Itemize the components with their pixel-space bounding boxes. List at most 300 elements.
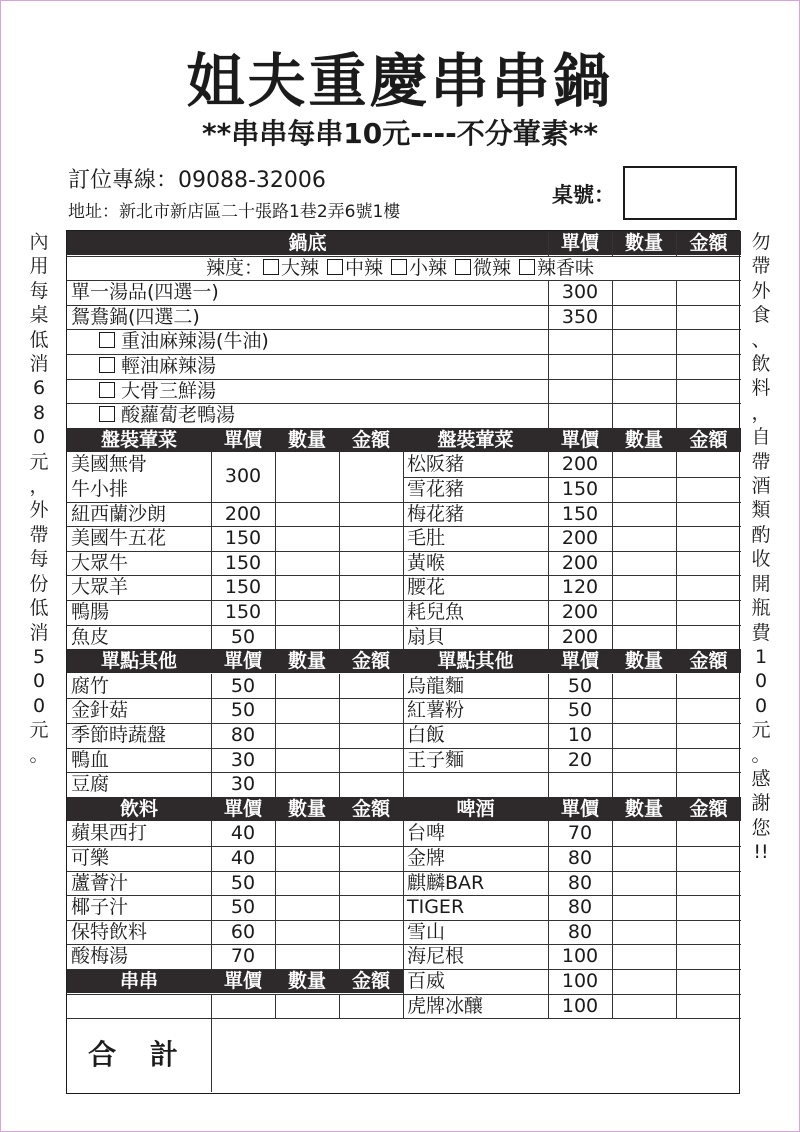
drink-item-price: 40 <box>230 822 256 845</box>
amount-cell[interactable] <box>339 748 403 773</box>
amount-cell[interactable] <box>339 723 403 748</box>
single-item-price: 50 <box>567 699 593 722</box>
quantity-cell[interactable] <box>612 600 676 625</box>
soup-item-price: 300 <box>561 281 599 304</box>
amount-cell[interactable] <box>676 575 741 600</box>
meat-item-price: 150 <box>561 478 599 500</box>
spice-option-label: 大辣 <box>280 256 319 279</box>
amount-cell[interactable] <box>339 502 403 527</box>
header-price: 單價 <box>548 231 612 255</box>
column-divider <box>211 674 212 797</box>
right-note-char: 外 <box>751 279 771 302</box>
row-divider <box>67 871 741 872</box>
header-qty: 數量 <box>612 231 676 255</box>
right-note-char: 酌 <box>751 523 771 546</box>
beer-item-price: 100 <box>561 945 599 968</box>
meat-item-price: 200 <box>561 453 599 476</box>
quantity-cell[interactable] <box>612 944 676 969</box>
quantity-cell[interactable] <box>612 846 676 871</box>
amount-cell[interactable] <box>676 944 741 969</box>
column-divider <box>612 280 613 428</box>
row-divider <box>67 329 741 330</box>
column-divider <box>548 674 549 797</box>
meat-item-price: 300 <box>224 465 262 488</box>
drink-item-name: 保特飲料 <box>71 920 148 943</box>
column-divider <box>548 280 549 428</box>
left-note-char: 6 <box>32 377 46 400</box>
meat-item-name: 毛肚 <box>407 527 446 550</box>
meat-item-name: 大眾羊 <box>71 576 129 599</box>
table-number-box[interactable] <box>623 166 737 220</box>
header-qty: 數量 <box>612 797 676 821</box>
row-divider <box>67 379 741 380</box>
right-note-char: 、 <box>751 328 771 351</box>
left-note-char: 元 <box>29 450 49 473</box>
quantity-cell[interactable] <box>275 895 339 920</box>
amount-cell[interactable] <box>339 600 403 625</box>
amount-cell[interactable] <box>339 895 403 920</box>
beer-item-price: 100 <box>561 994 599 1017</box>
meat-item-name: 梅花豬 <box>407 502 465 525</box>
header-price: 單價 <box>548 428 612 452</box>
single-item-price: 50 <box>230 699 256 722</box>
checkbox-icon[interactable] <box>327 259 343 275</box>
quantity-cell[interactable] <box>612 994 676 1019</box>
spice-option[interactable] <box>263 257 319 279</box>
row-divider <box>67 748 741 749</box>
right-note-char: 酒 <box>751 475 771 498</box>
beer-item-name: 虎牌冰釀 <box>407 994 484 1017</box>
row-divider <box>67 526 741 527</box>
meat-item-price: 50 <box>230 625 256 648</box>
right-note-char: 您 <box>751 816 771 839</box>
skewer-count-cell[interactable] <box>67 994 211 1019</box>
left-note-char: 低 <box>29 597 49 620</box>
column-divider <box>275 452 276 649</box>
quantity-cell[interactable] <box>275 920 339 945</box>
column-divider <box>339 452 340 649</box>
beer-item-name: 海尼根 <box>407 945 465 968</box>
header-soup-base: 鍋底 <box>67 231 548 255</box>
quantity-cell[interactable] <box>612 772 676 797</box>
broth-option-label: 大骨三鮮湯 <box>121 379 217 402</box>
column-divider <box>548 452 549 649</box>
row-divider <box>67 305 741 306</box>
header-amount: 金額 <box>676 797 741 821</box>
quantity-cell[interactable] <box>612 723 676 748</box>
row-divider <box>67 551 741 552</box>
spice-option-label: 微辣 <box>473 256 512 279</box>
amount-cell[interactable] <box>676 600 741 625</box>
checkbox-icon[interactable] <box>99 332 115 348</box>
right-note-char: 帶 <box>751 450 771 473</box>
meat-item-name: 耗兒魚 <box>407 601 465 623</box>
left-note-char: 內 <box>29 231 49 253</box>
column-divider <box>403 821 404 1018</box>
quantity-cell[interactable] <box>612 551 676 576</box>
skewer-price-cell[interactable] <box>211 994 275 1019</box>
broth-option[interactable] <box>95 329 548 354</box>
left-note-char: 0 <box>32 694 46 717</box>
drink-item-price: 70 <box>230 945 256 968</box>
spice-level-row <box>67 256 741 281</box>
spice-option[interactable] <box>391 257 447 279</box>
single-item-price: 10 <box>567 724 593 746</box>
quantity-cell[interactable] <box>275 772 339 797</box>
column-divider <box>403 452 404 649</box>
single-item-name: 鴨血 <box>71 748 110 771</box>
quantity-cell[interactable] <box>275 674 339 699</box>
skewer-price-note: **串串每串10元----不分葷素** <box>201 117 599 150</box>
column-divider <box>339 994 340 1019</box>
right-note-char: 元 <box>751 719 771 742</box>
quantity-cell[interactable] <box>275 600 339 625</box>
column-divider <box>211 821 212 969</box>
left-note-char: 消 <box>29 353 49 376</box>
checkbox-icon[interactable] <box>455 259 471 275</box>
column-divider <box>275 821 276 969</box>
restaurant-title: 姐夫重慶串串鍋 <box>186 47 614 115</box>
column-divider <box>676 674 677 797</box>
row-divider <box>67 280 741 281</box>
row-divider <box>67 944 741 945</box>
quantity-cell[interactable] <box>612 502 676 527</box>
left-note-char: 消 <box>29 621 49 644</box>
quantity-cell[interactable] <box>275 526 339 551</box>
amount-cell[interactable] <box>339 920 403 945</box>
amount-cell[interactable] <box>676 674 741 699</box>
column-divider <box>676 821 677 1018</box>
header-skewers: 串串 <box>67 969 211 993</box>
drink-item-name: 蘆薈汁 <box>71 871 129 894</box>
amount-cell[interactable] <box>339 846 403 871</box>
beer-item-price: 80 <box>567 920 593 943</box>
single-item-price: 20 <box>567 748 593 771</box>
right-note-char: 謝 <box>751 792 771 815</box>
broth-option-label: 輕油麻辣湯 <box>121 355 217 377</box>
quantity-cell[interactable] <box>612 969 676 994</box>
header-price: 單價 <box>211 428 275 452</box>
amount-cell[interactable] <box>676 625 741 650</box>
amount-cell[interactable] <box>676 920 741 945</box>
amount-cell[interactable] <box>339 674 403 699</box>
broth-option[interactable] <box>95 403 548 428</box>
quantity-cell[interactable] <box>275 723 339 748</box>
spice-option[interactable] <box>519 257 594 279</box>
quantity-cell[interactable] <box>275 871 339 896</box>
spice-option[interactable] <box>327 257 383 279</box>
quantity-cell[interactable] <box>275 452 339 477</box>
right-note-char: 感 <box>751 767 771 790</box>
quantity-cell[interactable] <box>612 477 676 502</box>
column-divider <box>612 231 613 256</box>
meat-item-price: 150 <box>224 527 262 550</box>
column-divider <box>612 821 613 1018</box>
amount-cell[interactable] <box>339 871 403 896</box>
meat-item-price: 150 <box>224 576 262 599</box>
amount-cell[interactable] <box>676 477 741 502</box>
column-divider <box>403 674 404 797</box>
row-divider <box>67 994 403 995</box>
meat-item-name: 美國牛五花 <box>71 527 167 550</box>
left-note-char: 用 <box>29 255 49 278</box>
right-note-char: 食 <box>751 304 771 327</box>
amount-cell[interactable] <box>676 452 741 477</box>
column-divider <box>339 821 340 969</box>
amount-cell[interactable] <box>676 895 741 920</box>
quantity-cell[interactable] <box>612 821 676 846</box>
drink-item-price: 50 <box>230 871 256 894</box>
spice-option-label: 小辣 <box>409 256 448 279</box>
single-item-name: 腐竹 <box>71 674 110 697</box>
row-divider <box>67 846 741 847</box>
header-amount: 金額 <box>339 649 403 673</box>
meat-item-price: 200 <box>561 527 599 550</box>
quantity-cell[interactable] <box>612 305 676 330</box>
amount-cell[interactable] <box>339 772 403 797</box>
header-beer: 啤酒 <box>403 797 548 821</box>
right-note-char: 收 <box>751 548 771 571</box>
single-item-name <box>403 772 548 797</box>
meat-item-price: 150 <box>561 502 599 525</box>
side-note-left <box>26 230 52 767</box>
row-divider <box>67 723 741 724</box>
right-note-char: 勿 <box>751 231 771 253</box>
left-note-char: 0 <box>32 670 46 693</box>
column-divider <box>676 452 677 649</box>
beer-item-price: 80 <box>567 896 593 919</box>
quantity-cell[interactable] <box>612 674 676 699</box>
beer-item-name: 台啤 <box>407 822 446 845</box>
amount-cell[interactable] <box>676 698 741 723</box>
beer-item-price: 80 <box>567 871 593 894</box>
amount-cell[interactable] <box>676 969 741 994</box>
total-label: 合 計 <box>88 1038 190 1072</box>
header-price: 單價 <box>211 649 275 673</box>
left-note-char: 帶 <box>29 523 49 546</box>
header-single-right: 單點其他 <box>403 649 548 673</box>
amount-cell[interactable] <box>339 452 403 477</box>
amount-cell[interactable] <box>339 698 403 723</box>
column-divider <box>676 231 677 256</box>
single-item-name: 豆腐 <box>71 773 110 796</box>
checkbox-icon[interactable] <box>263 259 279 275</box>
meat-item-price: 150 <box>224 551 262 574</box>
quantity-cell[interactable] <box>612 575 676 600</box>
meat-item-name: 紐西蘭沙朗 <box>71 502 167 525</box>
drink-item-name: 酸梅湯 <box>71 945 129 968</box>
amount-cell[interactable] <box>339 944 403 969</box>
header-qty: 數量 <box>612 649 676 673</box>
left-note-char: 。 <box>29 743 49 766</box>
single-item-name: 王子麵 <box>407 748 465 771</box>
quantity-cell[interactable] <box>612 452 676 477</box>
amount-cell[interactable] <box>339 821 403 846</box>
spice-level-label: 辣度： <box>205 256 263 279</box>
meat-item-name: 鴨腸 <box>71 601 110 623</box>
broth-option-label: 重油麻辣湯(牛油) <box>121 330 269 353</box>
spice-option[interactable] <box>455 257 511 279</box>
row-divider <box>67 256 741 257</box>
header-qty: 數量 <box>275 428 339 452</box>
amount-cell[interactable] <box>339 625 403 650</box>
header-single-left: 單點其他 <box>67 649 211 673</box>
quantity-cell[interactable] <box>612 280 676 305</box>
column-divider <box>612 674 613 797</box>
quantity-cell[interactable] <box>275 748 339 773</box>
amount-cell[interactable] <box>676 551 741 576</box>
column-divider <box>548 231 549 256</box>
beer-item-price: 100 <box>561 970 599 992</box>
header-amount: 金額 <box>676 231 741 255</box>
row-divider <box>67 403 741 404</box>
drink-item-name: 椰子汁 <box>71 896 129 919</box>
quantity-cell[interactable] <box>612 895 676 920</box>
checkbox-icon[interactable] <box>99 382 115 398</box>
right-note-char: 。 <box>751 743 771 766</box>
spice-option-label: 中辣 <box>344 256 383 279</box>
right-note-char: 1 <box>754 645 768 668</box>
column-divider <box>339 674 340 797</box>
amount-cell[interactable] <box>676 748 741 773</box>
row-divider <box>67 920 741 921</box>
quantity-cell[interactable] <box>612 920 676 945</box>
meat-item-name: 魚皮 <box>71 625 110 648</box>
header-amount: 金額 <box>676 428 741 452</box>
meat-item-price: 200 <box>561 551 599 574</box>
right-note-char: 自 <box>751 426 771 449</box>
row-divider <box>67 969 741 970</box>
checkbox-icon[interactable] <box>99 357 115 373</box>
amount-cell[interactable] <box>676 305 741 330</box>
quantity-cell[interactable] <box>275 944 339 969</box>
quantity-cell[interactable] <box>275 698 339 723</box>
meat-item-price: 200 <box>224 502 262 525</box>
header-meat-right: 盤裝葷菜 <box>403 428 548 452</box>
left-note-char: 5 <box>32 645 46 668</box>
header-amount: 金額 <box>339 428 403 452</box>
amount-cell[interactable] <box>339 551 403 576</box>
meat-item-name: 松阪豬 <box>407 453 465 476</box>
right-note-char: 開 <box>751 572 771 595</box>
quantity-cell[interactable] <box>612 748 676 773</box>
checkbox-icon[interactable] <box>99 406 115 422</box>
row-divider <box>67 354 741 355</box>
row-divider <box>67 698 741 699</box>
meat-item-name: 雪花豬 <box>407 478 465 500</box>
single-item-price: 50 <box>567 674 593 697</box>
beer-item-name: 麒麟BAR <box>407 871 485 894</box>
quantity-cell[interactable] <box>612 698 676 723</box>
meat-item-name: 美國無骨 <box>71 453 148 476</box>
left-note-char: 元 <box>29 719 49 742</box>
soup-item-name: 單一湯品(四選一) <box>71 281 219 304</box>
quantity-cell[interactable] <box>612 526 676 551</box>
left-note-char: 低 <box>29 328 49 351</box>
amount-cell[interactable] <box>339 994 403 1019</box>
broth-option-label: 酸蘿蔔老鴨湯 <box>121 404 236 427</box>
row-divider <box>403 994 741 995</box>
left-note-char: 份 <box>29 572 49 595</box>
amount-cell[interactable] <box>676 526 741 551</box>
meat-item-name: 扇貝 <box>407 625 446 648</box>
row-divider <box>67 502 741 503</box>
quantity-cell[interactable] <box>275 625 339 650</box>
meat-item-price: 200 <box>561 625 599 648</box>
left-note-char: ， <box>29 475 49 498</box>
row-divider <box>403 477 741 478</box>
amount-cell[interactable] <box>676 772 741 797</box>
meat-item-price: 200 <box>561 601 599 623</box>
meat-item-name: 黃喉 <box>407 551 446 574</box>
amount-cell[interactable] <box>339 526 403 551</box>
single-item-name: 白飯 <box>407 724 446 746</box>
header-qty: 數量 <box>612 428 676 452</box>
column-divider <box>275 994 276 1019</box>
amount-cell[interactable] <box>676 994 741 1019</box>
right-note-char: 0 <box>754 694 768 717</box>
quantity-cell[interactable] <box>275 575 339 600</box>
amount-cell[interactable] <box>676 280 741 305</box>
amount-cell[interactable] <box>676 723 741 748</box>
amount-cell[interactable] <box>339 575 403 600</box>
amount-cell[interactable] <box>676 846 741 871</box>
header-meat-left: 盤裝葷菜 <box>67 428 211 452</box>
quantity-cell[interactable] <box>612 871 676 896</box>
header-qty: 數量 <box>275 649 339 673</box>
spice-option-label: 辣香味 <box>537 256 595 279</box>
restaurant-address: 地址：新北市新店區二十張路1巷2弄6號1樓 <box>68 202 401 222</box>
header-price: 單價 <box>211 797 275 821</box>
amount-cell[interactable] <box>676 821 741 846</box>
header-qty: 數量 <box>275 797 339 821</box>
column-divider <box>211 994 212 1019</box>
header-qty: 數量 <box>275 969 339 993</box>
broth-option[interactable] <box>95 354 548 379</box>
beer-item-name: 雪山 <box>407 920 446 943</box>
soup-item-name: 鴛鴦鍋(四選二) <box>71 305 200 328</box>
left-note-char: 桌 <box>29 304 49 327</box>
right-note-char: 類 <box>751 499 771 522</box>
total-amount-field[interactable] <box>211 1018 741 1092</box>
quantity-cell[interactable] <box>275 846 339 871</box>
amount-cell[interactable] <box>676 871 741 896</box>
checkbox-icon[interactable] <box>391 259 407 275</box>
header-price: 單價 <box>548 797 612 821</box>
left-note-char: 每 <box>29 279 49 302</box>
quantity-cell[interactable] <box>275 821 339 846</box>
column-divider <box>676 280 677 428</box>
amount-cell[interactable] <box>676 502 741 527</box>
right-note-char: 帶 <box>751 255 771 278</box>
quantity-cell[interactable] <box>612 625 676 650</box>
meat-item-price: 120 <box>561 576 599 599</box>
side-note-right <box>748 230 774 865</box>
broth-option[interactable] <box>95 379 548 404</box>
quantity-cell[interactable] <box>275 502 339 527</box>
single-item-name: 季節時蔬盤 <box>71 724 167 746</box>
header-amount: 金額 <box>339 969 403 993</box>
right-note-char: 料 <box>751 377 771 400</box>
drink-item-name: 蘋果西打 <box>71 822 148 845</box>
quantity-cell[interactable] <box>275 551 339 576</box>
right-note-char: 瓶 <box>751 597 771 620</box>
row-divider <box>67 772 741 773</box>
beer-item-name: 金牌 <box>407 847 446 869</box>
checkbox-icon[interactable] <box>519 259 535 275</box>
quantity-cell[interactable] <box>275 994 339 1019</box>
beer-item-price: 80 <box>567 847 593 869</box>
